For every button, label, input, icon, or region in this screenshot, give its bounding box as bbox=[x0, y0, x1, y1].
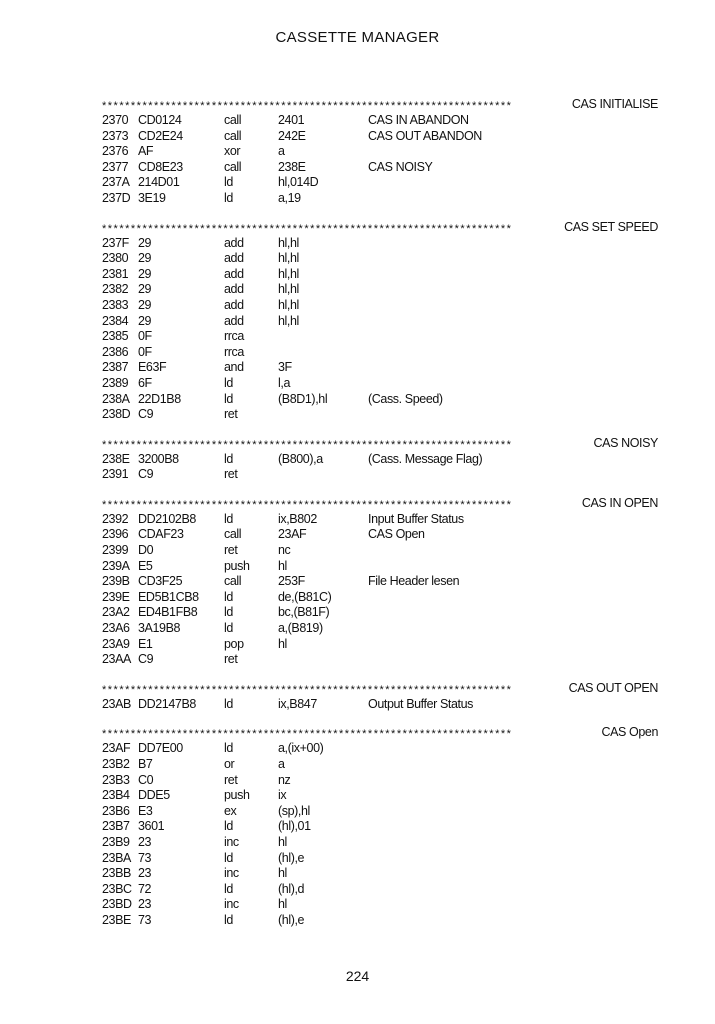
hex-bytes: 0F bbox=[138, 329, 152, 344]
code-line bbox=[102, 329, 658, 345]
address: 23B3 bbox=[102, 772, 130, 787]
section-title: CAS Open bbox=[601, 725, 658, 740]
operand: a,(ix+00) bbox=[278, 741, 324, 756]
code-line bbox=[102, 897, 658, 913]
operand: (hl),e bbox=[278, 912, 305, 927]
address: 2376 bbox=[102, 144, 129, 159]
hex-bytes: DD2102B8 bbox=[138, 511, 196, 526]
mnemonic: ld bbox=[224, 881, 233, 896]
address: 23AB bbox=[102, 696, 131, 711]
code-line bbox=[102, 882, 658, 898]
address: 23B7 bbox=[102, 819, 130, 834]
code-line bbox=[102, 559, 658, 575]
operand: 2401 bbox=[278, 113, 305, 127]
address: 2373 bbox=[102, 128, 129, 143]
hex-bytes: D0 bbox=[138, 543, 154, 558]
separator-line: *********************************************************************** bbox=[102, 683, 513, 696]
code-line bbox=[102, 467, 658, 483]
operand: a,(B819) bbox=[278, 621, 323, 636]
hex-bytes: 73 bbox=[138, 850, 152, 865]
address: 238D bbox=[102, 407, 131, 422]
address: 2399 bbox=[102, 543, 129, 558]
address: 2396 bbox=[102, 527, 129, 542]
comment: Output Buffer Status bbox=[368, 696, 474, 711]
comment bbox=[368, 866, 658, 882]
address: 23A6 bbox=[102, 621, 130, 636]
address: 2392 bbox=[102, 511, 129, 526]
comment bbox=[368, 407, 658, 423]
operand: hl bbox=[278, 897, 287, 912]
mnemonic: ld bbox=[224, 912, 233, 927]
mnemonic: inc bbox=[224, 866, 239, 881]
operand: hl bbox=[278, 866, 287, 881]
address: 2370 bbox=[102, 113, 129, 127]
code-line bbox=[102, 407, 658, 423]
address: 23A9 bbox=[102, 636, 130, 651]
hex-bytes: 29 bbox=[138, 235, 152, 250]
code-line bbox=[102, 819, 658, 835]
hex-bytes: 3E19 bbox=[138, 190, 166, 205]
operand: hl bbox=[278, 834, 287, 849]
operand: a bbox=[278, 757, 285, 771]
operand bbox=[278, 345, 368, 361]
hex-bytes: E5 bbox=[138, 558, 153, 573]
operand: nz bbox=[278, 772, 291, 787]
operand: 242E bbox=[278, 128, 306, 143]
code-line bbox=[102, 360, 658, 376]
hex-bytes: CD3F25 bbox=[138, 574, 183, 589]
operand: ix,B847 bbox=[278, 696, 317, 711]
operand: a,19 bbox=[278, 190, 301, 205]
operand: hl bbox=[278, 636, 287, 651]
mnemonic: call bbox=[224, 113, 242, 127]
hex-bytes: C0 bbox=[138, 772, 154, 787]
address: 238E bbox=[102, 451, 130, 466]
comment bbox=[368, 913, 658, 929]
mnemonic: ret bbox=[224, 407, 238, 422]
mnemonic: call bbox=[224, 128, 242, 143]
code-line bbox=[102, 376, 658, 392]
code-line bbox=[102, 866, 658, 882]
mnemonic: call bbox=[224, 159, 242, 174]
section-header bbox=[102, 219, 658, 236]
section-title: CAS SET SPEED bbox=[564, 219, 658, 234]
code-line bbox=[102, 527, 658, 543]
comment bbox=[368, 329, 658, 345]
hex-bytes: 23 bbox=[138, 897, 152, 912]
comment: File Header lesen bbox=[368, 574, 460, 589]
operand: hl,014D bbox=[278, 175, 319, 190]
hex-bytes: CDAF23 bbox=[138, 527, 184, 542]
address: 2381 bbox=[102, 266, 129, 281]
address: 23BA bbox=[102, 850, 131, 865]
comment bbox=[368, 298, 658, 314]
code-line bbox=[102, 590, 658, 606]
comment bbox=[368, 559, 658, 575]
comment bbox=[368, 773, 658, 789]
operand: hl,hl bbox=[278, 313, 299, 328]
hex-bytes: CD2E24 bbox=[138, 128, 183, 143]
code-line bbox=[102, 543, 658, 559]
comment bbox=[368, 144, 658, 160]
listing-section bbox=[102, 435, 658, 483]
address: 23BD bbox=[102, 897, 132, 912]
operand: bc,(B81F) bbox=[278, 605, 330, 620]
address: 239E bbox=[102, 589, 130, 604]
hex-bytes: 3601 bbox=[138, 819, 165, 834]
address: 23B2 bbox=[102, 757, 130, 771]
operand: ix,B802 bbox=[278, 511, 317, 526]
comment bbox=[368, 835, 658, 851]
mnemonic: call bbox=[224, 574, 242, 589]
operand: hl,hl bbox=[278, 297, 299, 312]
mnemonic: ld bbox=[224, 190, 233, 205]
hex-bytes: 29 bbox=[138, 297, 152, 312]
operand: 3F bbox=[278, 360, 292, 375]
code-line bbox=[102, 236, 658, 252]
hex-bytes: E1 bbox=[138, 636, 153, 651]
code-line bbox=[102, 175, 658, 191]
code-line bbox=[102, 652, 658, 668]
code-line bbox=[102, 835, 658, 851]
comment bbox=[368, 621, 658, 637]
operand: (hl),d bbox=[278, 881, 305, 896]
comment bbox=[368, 251, 658, 267]
address: 2380 bbox=[102, 251, 129, 266]
address: 239B bbox=[102, 574, 130, 589]
comment: (Cass. Message Flag) bbox=[368, 451, 483, 466]
address: 2387 bbox=[102, 360, 129, 375]
comment: CAS NOISY bbox=[368, 159, 433, 174]
address: 2377 bbox=[102, 159, 129, 174]
mnemonic: xor bbox=[224, 144, 241, 159]
mnemonic: push bbox=[224, 558, 250, 573]
section-header bbox=[102, 724, 658, 741]
code-line bbox=[102, 314, 658, 330]
address: 2386 bbox=[102, 344, 129, 359]
comment: CAS IN ABANDON bbox=[368, 113, 469, 127]
listing-section bbox=[102, 96, 658, 207]
comment bbox=[368, 605, 658, 621]
mnemonic: inc bbox=[224, 897, 239, 912]
hex-bytes: 29 bbox=[138, 266, 152, 281]
mnemonic: or bbox=[224, 757, 235, 771]
mnemonic: ret bbox=[224, 652, 238, 667]
operand: (hl),e bbox=[278, 850, 305, 865]
listing-section bbox=[102, 724, 658, 928]
address: 238A bbox=[102, 391, 130, 406]
operand: de,(B81C) bbox=[278, 589, 332, 604]
separator-line: *********************************************************************** bbox=[102, 100, 513, 112]
address: 23BB bbox=[102, 866, 131, 881]
operand: l,a bbox=[278, 375, 291, 390]
mnemonic: ld bbox=[224, 605, 233, 620]
hex-bytes: DD7E00 bbox=[138, 741, 183, 756]
code-line bbox=[102, 144, 658, 160]
hex-bytes: 3A19B8 bbox=[138, 621, 181, 636]
code-line bbox=[102, 621, 658, 637]
mnemonic: pop bbox=[224, 636, 244, 651]
listing-section bbox=[102, 495, 658, 668]
operand: (sp),hl bbox=[278, 803, 310, 818]
operand: hl,hl bbox=[278, 251, 299, 266]
comment: Input Buffer Status bbox=[368, 511, 464, 526]
address: 237A bbox=[102, 175, 130, 190]
mnemonic: ld bbox=[224, 451, 233, 466]
hex-bytes: 23 bbox=[138, 866, 152, 881]
comment bbox=[368, 851, 658, 867]
comment bbox=[368, 282, 658, 298]
hex-bytes: 29 bbox=[138, 282, 152, 297]
code-line bbox=[102, 757, 658, 773]
comment bbox=[368, 741, 658, 757]
mnemonic: call bbox=[224, 527, 242, 542]
hex-bytes: 29 bbox=[138, 313, 152, 328]
operand: hl,hl bbox=[278, 235, 299, 250]
code-line bbox=[102, 574, 658, 590]
code-line bbox=[102, 298, 658, 314]
comment bbox=[368, 882, 658, 898]
section-header bbox=[102, 96, 658, 113]
operand: a bbox=[278, 144, 285, 159]
section-title: CAS OUT OPEN bbox=[568, 680, 658, 695]
comment bbox=[368, 652, 658, 668]
mnemonic: rrca bbox=[224, 329, 244, 344]
mnemonic: add bbox=[224, 297, 244, 312]
section-title: CAS IN OPEN bbox=[581, 495, 658, 510]
section-header bbox=[102, 680, 658, 697]
mnemonic: add bbox=[224, 313, 244, 328]
mnemonic: ld bbox=[224, 511, 233, 526]
comment bbox=[368, 804, 658, 820]
comment bbox=[368, 376, 658, 392]
address: 237D bbox=[102, 190, 131, 205]
operand: hl,hl bbox=[278, 266, 299, 281]
mnemonic: ld bbox=[224, 175, 233, 190]
address: 23B6 bbox=[102, 803, 130, 818]
operand bbox=[278, 329, 368, 345]
hex-bytes: 0F bbox=[138, 344, 152, 359]
comment bbox=[368, 637, 658, 653]
hex-bytes: DDE5 bbox=[138, 788, 170, 803]
code-line bbox=[102, 773, 658, 789]
operand: 23AF bbox=[278, 527, 307, 542]
address: 2391 bbox=[102, 467, 129, 482]
operand: nc bbox=[278, 543, 291, 558]
code-line bbox=[102, 452, 658, 468]
comment bbox=[368, 467, 658, 483]
address: 2382 bbox=[102, 282, 129, 297]
separator-line: *********************************************************************** bbox=[102, 498, 513, 511]
code-line bbox=[102, 191, 658, 207]
mnemonic: ex bbox=[224, 803, 237, 818]
page-number: 224 bbox=[345, 968, 370, 984]
code-line bbox=[102, 512, 658, 528]
hex-bytes: E63F bbox=[138, 360, 167, 375]
section-header bbox=[102, 435, 658, 452]
listing bbox=[102, 96, 658, 941]
address: 2384 bbox=[102, 313, 129, 328]
hex-bytes: CD8E23 bbox=[138, 159, 183, 174]
mnemonic: ld bbox=[224, 589, 233, 604]
code-line bbox=[102, 697, 658, 713]
operand bbox=[278, 467, 368, 483]
comment bbox=[368, 819, 658, 835]
mnemonic: add bbox=[224, 266, 244, 281]
operand: 253F bbox=[278, 574, 305, 589]
listing-section bbox=[102, 219, 658, 423]
mnemonic: and bbox=[224, 360, 244, 375]
address: 237F bbox=[102, 235, 129, 250]
operand bbox=[278, 652, 368, 668]
operand: hl,hl bbox=[278, 282, 299, 297]
operand: (B8D1),hl bbox=[278, 391, 328, 406]
hex-bytes: 72 bbox=[138, 881, 152, 896]
mnemonic: add bbox=[224, 235, 244, 250]
mnemonic: ld bbox=[224, 696, 233, 711]
hex-bytes: 73 bbox=[138, 912, 152, 927]
code-line bbox=[102, 113, 658, 129]
address: 23B9 bbox=[102, 834, 130, 849]
comment bbox=[368, 267, 658, 283]
address: 23AF bbox=[102, 741, 131, 756]
code-line bbox=[102, 267, 658, 283]
mnemonic: ld bbox=[224, 741, 233, 756]
hex-bytes: C9 bbox=[138, 652, 154, 667]
code-line bbox=[102, 251, 658, 267]
hex-bytes: C9 bbox=[138, 407, 154, 422]
comment: (Cass. Speed) bbox=[368, 391, 443, 406]
comment bbox=[368, 191, 658, 207]
mnemonic: rrca bbox=[224, 344, 244, 359]
section-title: CAS INITIALISE bbox=[571, 97, 658, 111]
hex-bytes: 22D1B8 bbox=[138, 391, 181, 406]
hex-bytes: 29 bbox=[138, 251, 152, 266]
section-header bbox=[102, 495, 658, 512]
operand: ix bbox=[278, 788, 287, 803]
mnemonic: ld bbox=[224, 375, 233, 390]
hex-bytes: C9 bbox=[138, 467, 154, 482]
operand: 238E bbox=[278, 159, 306, 174]
comment bbox=[368, 345, 658, 361]
hex-bytes: E3 bbox=[138, 803, 153, 818]
comment bbox=[368, 590, 658, 606]
address: 23BE bbox=[102, 912, 131, 927]
listing-section bbox=[102, 680, 658, 713]
address: 23AA bbox=[102, 652, 131, 667]
hex-bytes: DD2147B8 bbox=[138, 696, 196, 711]
address: 2385 bbox=[102, 329, 129, 344]
address: 2383 bbox=[102, 297, 129, 312]
mnemonic: ld bbox=[224, 621, 233, 636]
hex-bytes: 23 bbox=[138, 834, 152, 849]
code-line bbox=[102, 392, 658, 408]
comment bbox=[368, 236, 658, 252]
code-line bbox=[102, 913, 658, 929]
comment bbox=[368, 788, 658, 804]
operand: (B800),a bbox=[278, 451, 323, 466]
comment bbox=[368, 314, 658, 330]
mnemonic: ld bbox=[224, 391, 233, 406]
hex-bytes: ED4B1FB8 bbox=[138, 605, 198, 620]
address: 23BC bbox=[102, 881, 132, 896]
hex-bytes: 214D01 bbox=[138, 175, 180, 190]
separator-line: *********************************************************************** bbox=[102, 222, 513, 235]
comment bbox=[368, 175, 658, 191]
separator-line: *********************************************************************** bbox=[102, 728, 513, 741]
code-line bbox=[102, 345, 658, 361]
separator-line: *********************************************************************** bbox=[102, 438, 513, 451]
address: 2389 bbox=[102, 375, 129, 390]
operand: hl bbox=[278, 558, 287, 573]
hex-bytes: 6F bbox=[138, 375, 152, 390]
comment bbox=[368, 757, 658, 773]
mnemonic: inc bbox=[224, 834, 239, 849]
hex-bytes: CD0124 bbox=[138, 113, 182, 127]
mnemonic: push bbox=[224, 788, 250, 803]
comment: CAS Open bbox=[368, 527, 425, 542]
code-line bbox=[102, 804, 658, 820]
section-title: CAS NOISY bbox=[593, 435, 658, 450]
hex-bytes: AF bbox=[138, 144, 154, 159]
mnemonic: ld bbox=[224, 850, 233, 865]
comment bbox=[368, 360, 658, 376]
address: 23A2 bbox=[102, 605, 130, 620]
code-line bbox=[102, 637, 658, 653]
mnemonic: ret bbox=[224, 467, 238, 482]
mnemonic: ret bbox=[224, 543, 238, 558]
operand: (hl),01 bbox=[278, 819, 311, 834]
comment bbox=[368, 897, 658, 913]
code-line bbox=[102, 851, 658, 867]
code-line bbox=[102, 741, 658, 757]
page-title: CASSETTE MANAGER bbox=[275, 29, 440, 46]
code-line bbox=[102, 788, 658, 804]
mnemonic: ld bbox=[224, 819, 233, 834]
operand bbox=[278, 407, 368, 423]
hex-bytes: B7 bbox=[138, 757, 153, 771]
hex-bytes: ED5B1CB8 bbox=[138, 589, 199, 604]
mnemonic: add bbox=[224, 251, 244, 266]
code-line bbox=[102, 282, 658, 298]
mnemonic: ret bbox=[224, 772, 238, 787]
comment: CAS OUT ABANDON bbox=[368, 128, 482, 143]
code-line bbox=[102, 160, 658, 176]
code-line bbox=[102, 129, 658, 145]
address: 23B4 bbox=[102, 788, 130, 803]
hex-bytes: 3200B8 bbox=[138, 451, 179, 466]
mnemonic: add bbox=[224, 282, 244, 297]
comment bbox=[368, 543, 658, 559]
address: 239A bbox=[102, 558, 130, 573]
code-line bbox=[102, 605, 658, 621]
